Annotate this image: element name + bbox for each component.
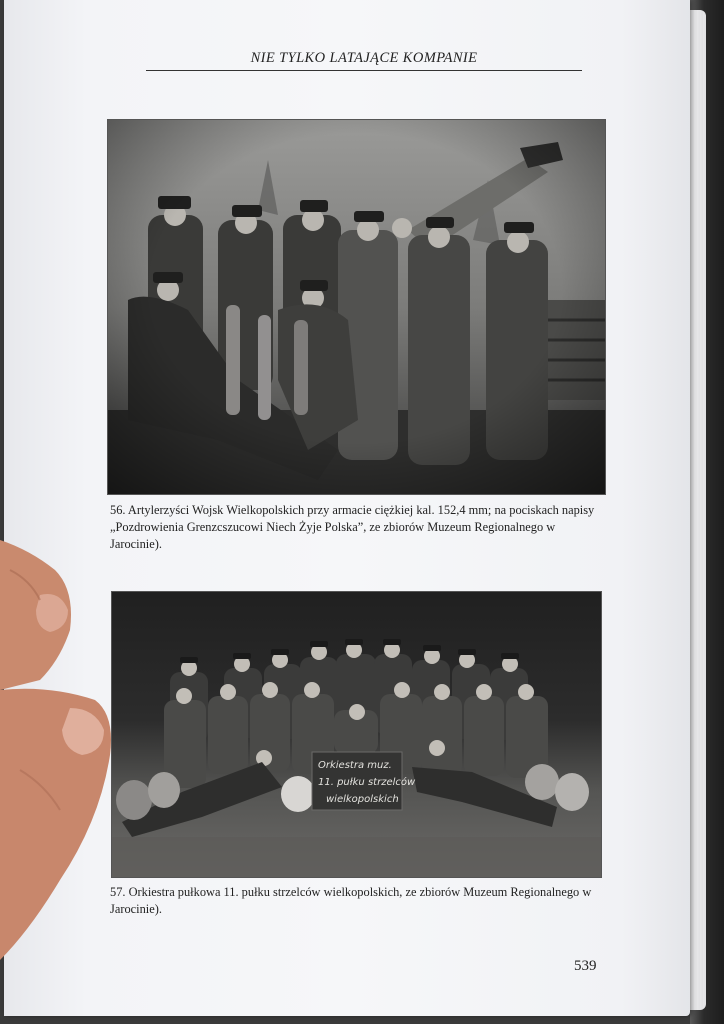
header-rule xyxy=(146,70,582,71)
sign-line-3: wielkopolskich xyxy=(326,794,399,805)
photo-regimental-band xyxy=(111,591,602,878)
page-number: 539 xyxy=(574,958,597,974)
figure-caption-56: 56. Artylerzyści Wojsk Wielkopolskich przy armacie ciężkiej kal. 152,4 mm; na pociskach napisy „Pozdrowienia Grenzcszucowi Niech Żyje Polska”, ze zbiorów Muzeum Regionalnego w Jarocinie). xyxy=(110,503,595,551)
photo-artillerymen xyxy=(107,119,606,495)
sign-line-2: 11. pułku strzelców xyxy=(318,777,416,788)
running-head: NIE TYLKO LATAJĄCE KOMPANIE xyxy=(250,50,478,66)
sign-line-1: Orkiestra muz. xyxy=(318,760,392,771)
figure-caption-57: 57. Orkiestra pułkowa 11. pułku strzelców wielkopolskich, ze zbiorów Muzeum Regionalnego w Jarocinie). xyxy=(110,885,592,916)
thumb xyxy=(0,540,120,960)
